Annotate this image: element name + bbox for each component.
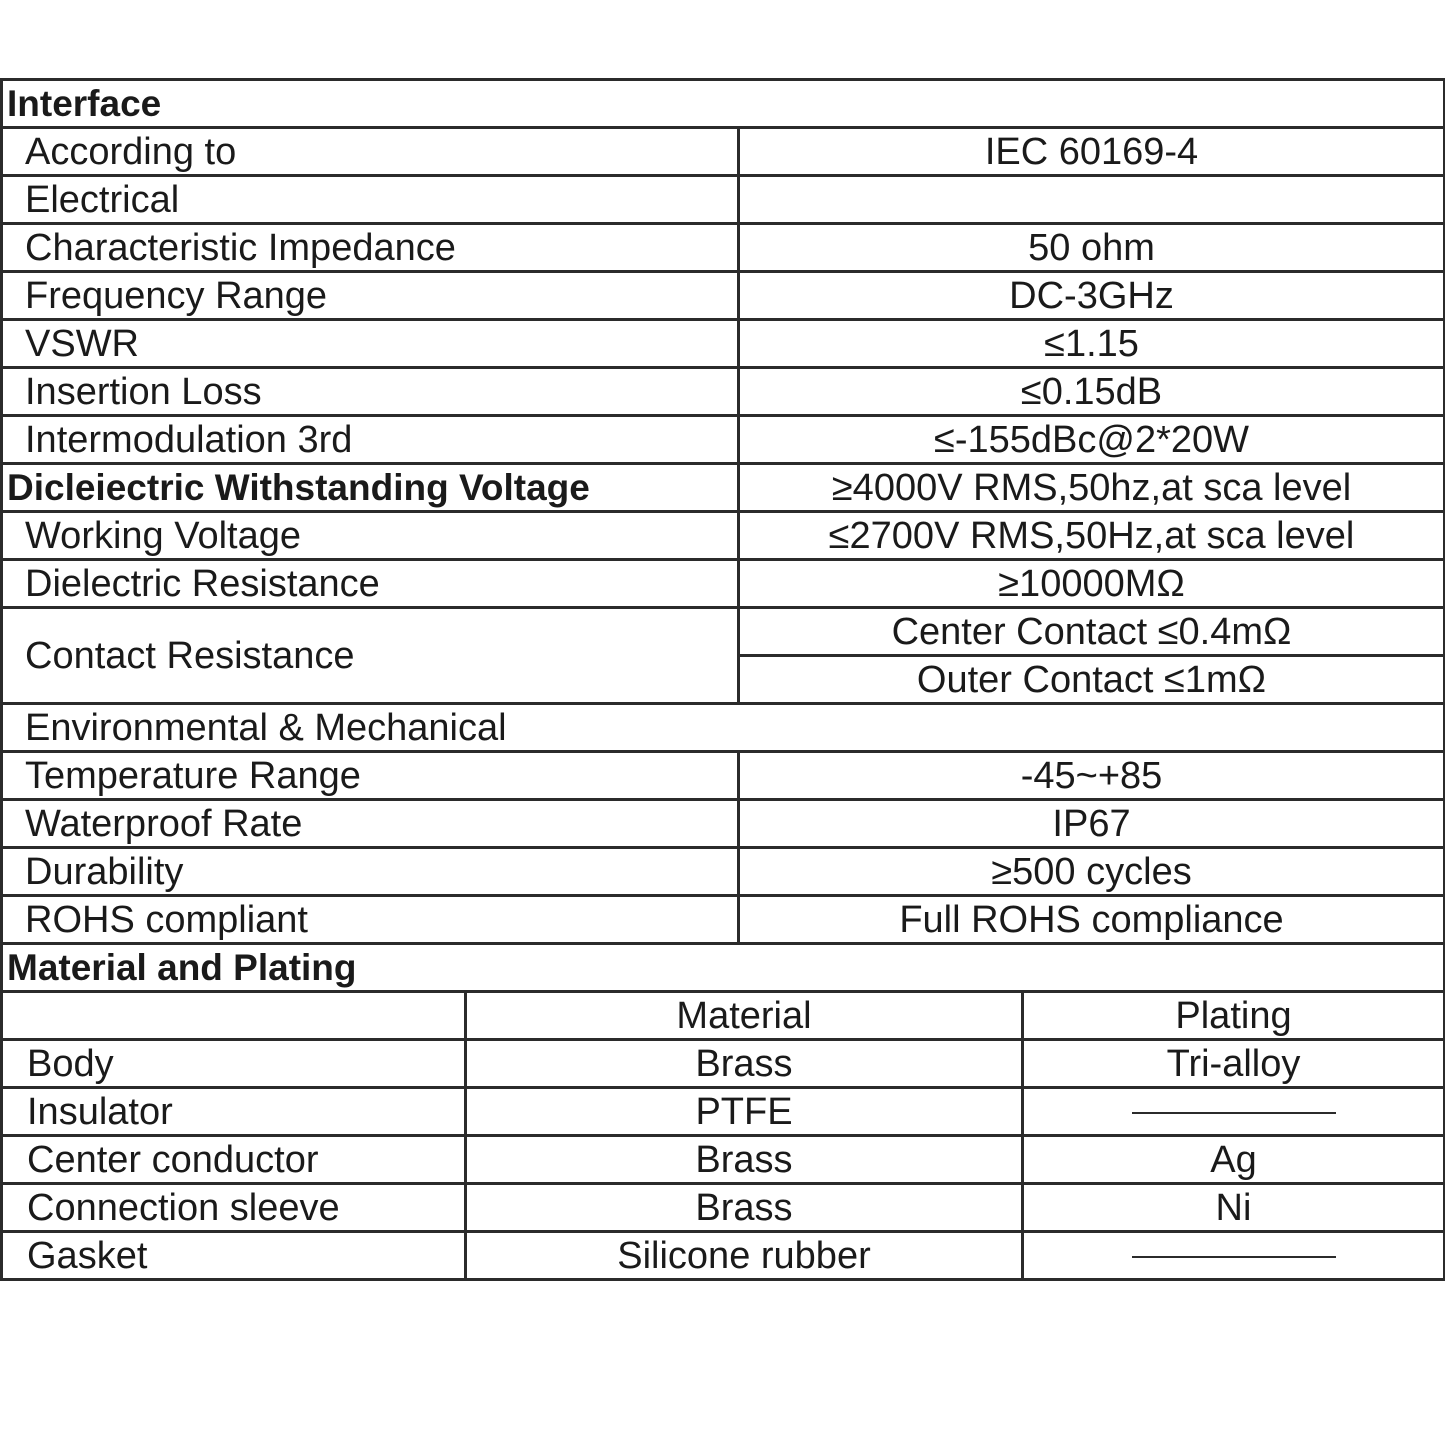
material-part: Gasket [2, 1232, 466, 1280]
material-part: Insulator [2, 1088, 466, 1136]
spec-value: ≥4000V RMS,50hz,at sca level [739, 464, 1445, 512]
spec-value: IP67 [739, 800, 1445, 848]
spec-label: VSWR [2, 320, 739, 368]
material-header-part [2, 992, 466, 1040]
spec-row [2, 272, 1445, 320]
spec-value: ≥10000MΩ [739, 560, 1445, 608]
material-header-row [2, 992, 1445, 1040]
spec-value: ≥500 cycles [739, 848, 1445, 896]
spec-label: Dielectric Resistance [2, 560, 739, 608]
material-row [2, 1088, 1445, 1136]
spec-label: Working Voltage [2, 512, 739, 560]
spec-row [2, 416, 1445, 464]
spec-row [2, 848, 1445, 896]
material-row [2, 1184, 1445, 1232]
spec-row [2, 560, 1445, 608]
section-heading-interface: Interface [2, 80, 1445, 128]
spec-row-contact [2, 608, 1445, 656]
spec-sheet [0, 78, 1445, 1281]
material-value: Silicone rubber [466, 1232, 1023, 1280]
plating-value-none [1023, 1232, 1445, 1280]
material-header-material: Material [466, 992, 1023, 1040]
dash-line [1132, 1112, 1336, 1114]
material-value: Brass [466, 1136, 1023, 1184]
spec-label: Characteristic Impedance [2, 224, 739, 272]
spec-row [2, 896, 1445, 944]
spec-value: ≤2700V RMS,50Hz,at sca level [739, 512, 1445, 560]
spec-label: Durability [2, 848, 739, 896]
spec-value: ≤0.15dB [739, 368, 1445, 416]
plating-value: Ni [1023, 1184, 1445, 1232]
spec-value: 50 ohm [739, 224, 1445, 272]
material-value: Brass [466, 1040, 1023, 1088]
spec-value: -45~+85 [739, 752, 1445, 800]
spec-label: Insertion Loss [2, 368, 739, 416]
material-part: Center conductor [2, 1136, 466, 1184]
spec-row [2, 512, 1445, 560]
material-header-plating: Plating [1023, 992, 1445, 1040]
spec-label: Frequency Range [2, 272, 739, 320]
spec-label: Intermodulation 3rd [2, 416, 739, 464]
section-row-environmental [2, 704, 1445, 752]
spec-value-center-contact: Center Contact ≤0.4mΩ [739, 608, 1445, 656]
spec-value-outer-contact: Outer Contact ≤1mΩ [739, 656, 1445, 704]
spec-value: ≤-155dBc@2*20W [739, 416, 1445, 464]
dash-line [1132, 1256, 1336, 1258]
spec-value: IEC 60169-4 [739, 128, 1445, 176]
spec-label: Temperature Range [2, 752, 739, 800]
section-row-material [2, 944, 1445, 992]
spec-value: Full ROHS compliance [739, 896, 1445, 944]
spec-row [2, 128, 1445, 176]
spec-value: DC-3GHz [739, 272, 1445, 320]
material-table [0, 990, 1445, 1281]
spec-value [739, 176, 1445, 224]
spec-row [2, 752, 1445, 800]
spec-label: Electrical [2, 176, 739, 224]
spec-label: ROHS compliant [2, 896, 739, 944]
spec-row [2, 176, 1445, 224]
spec-label: Contact Resistance [2, 608, 739, 704]
spec-row-withstanding [2, 464, 1445, 512]
section-row-interface [2, 80, 1445, 128]
section-heading-withstanding: Dicleiectric Withstanding Voltage [2, 464, 739, 512]
spec-row [2, 368, 1445, 416]
plating-value: Tri-alloy [1023, 1040, 1445, 1088]
spec-row [2, 800, 1445, 848]
material-part: Body [2, 1040, 466, 1088]
spec-label: According to [2, 128, 739, 176]
spec-row [2, 224, 1445, 272]
material-row [2, 1232, 1445, 1280]
spec-value: ≤1.15 [739, 320, 1445, 368]
specification-table [0, 78, 1445, 993]
material-row [2, 1040, 1445, 1088]
material-part: Connection sleeve [2, 1184, 466, 1232]
material-value: PTFE [466, 1088, 1023, 1136]
plating-value: Ag [1023, 1136, 1445, 1184]
material-row [2, 1136, 1445, 1184]
section-heading-material: Material and Plating [2, 944, 1445, 992]
spec-row [2, 320, 1445, 368]
plating-value-none [1023, 1088, 1445, 1136]
section-heading-environmental: Environmental & Mechanical [2, 704, 1445, 752]
material-value: Brass [466, 1184, 1023, 1232]
spec-label: Waterproof Rate [2, 800, 739, 848]
